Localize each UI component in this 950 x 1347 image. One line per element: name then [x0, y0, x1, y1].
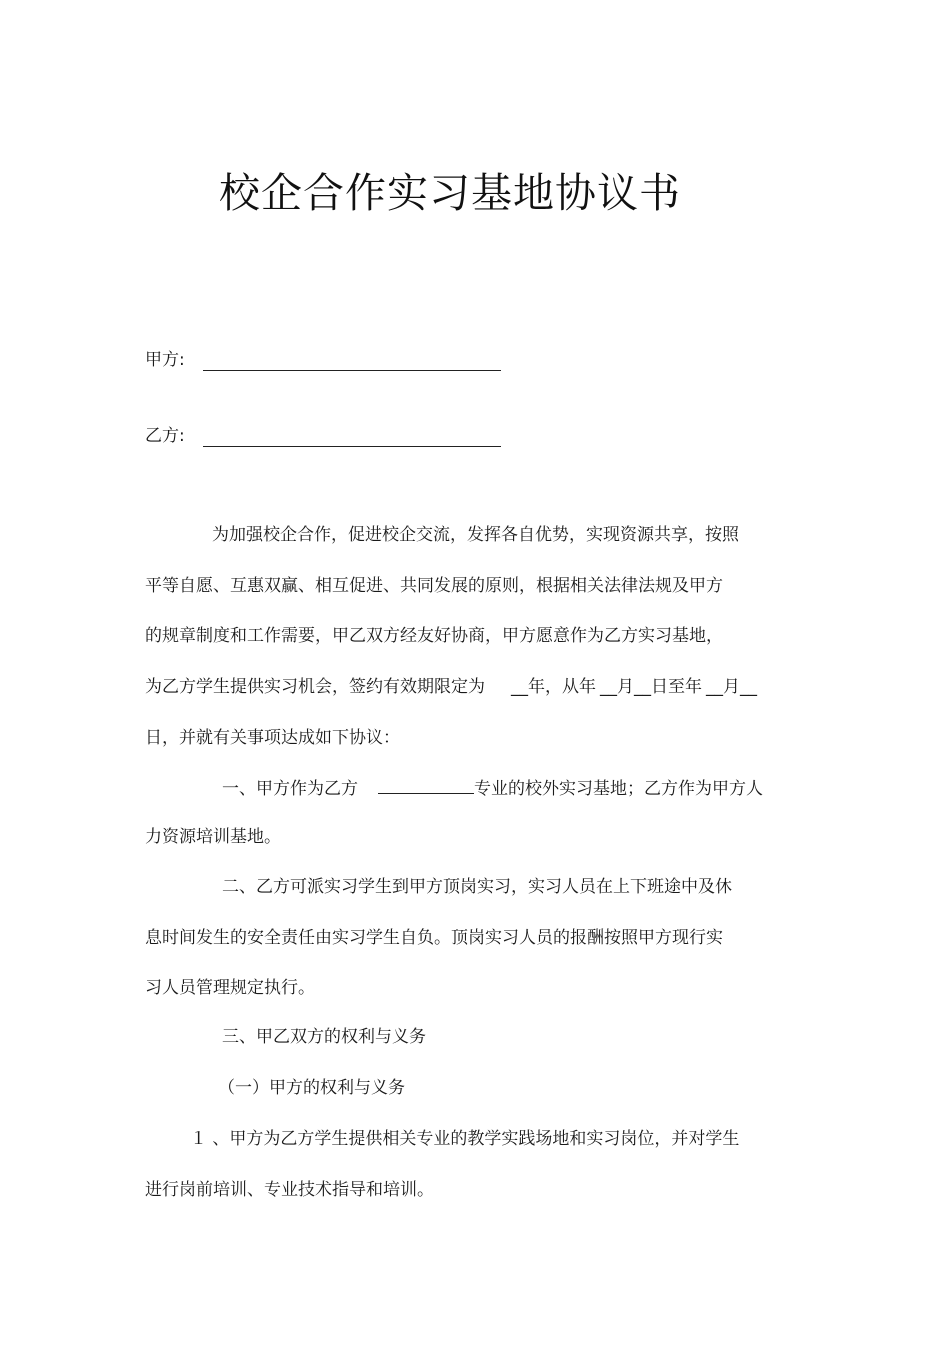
clause1-rest: 专业的校外实习基地；乙方作为甲方人 — [474, 779, 763, 799]
intro-line-4-text: 为乙方学生提供实习机会，签约有效期限定为 — [145, 677, 485, 697]
intro-line-4 — [145, 675, 757, 699]
party-a-blank — [203, 370, 501, 371]
clause3-item1-line-1: １ 、甲方为乙方学生提供相关专业的教学实践场地和实习岗位，并对学生 — [190, 1129, 740, 1149]
intro-line-1: 为加强校企合作，促进校企交流，发挥各自优势，实现资源共享，按照 — [212, 525, 739, 545]
document-title: 校企合作实习基地协议书 — [219, 169, 681, 217]
intro-line-3: 的规章制度和工作需要，甲乙双方经友好协商，甲方愿意作为乙方实习基地， — [145, 626, 723, 646]
clause3-heading: 三、甲乙双方的权利与义务 — [222, 1027, 426, 1047]
intro-date-to: __月__ — [706, 677, 757, 697]
intro-line-5: 日，并就有关事项达成如下协议： — [145, 728, 400, 748]
clause1-line-1 — [222, 775, 763, 801]
intro-line-2: 平等自愿、互惠双赢、相互促进、共同发展的原则，根据相关法律法规及甲方 — [145, 576, 723, 596]
clause2-line-2: 息时间发生的安全责任由实习学生自负。顶岗实习人员的报酬按照甲方现行实 — [145, 928, 723, 948]
clause2-line-3: 习人员管理规定执行。 — [145, 978, 315, 998]
clause1-lead: 一、甲方作为乙方 — [222, 779, 358, 799]
party-a-label: 甲方: — [145, 350, 185, 370]
intro-date-from: __月__日至年 — [600, 677, 702, 697]
clause3-item1-line-2: 进行岗前培训、专业技术指导和培训。 — [145, 1180, 434, 1200]
party-b-label: 乙方: — [145, 426, 185, 446]
clause2-line-1: 二、乙方可派实习学生到甲方顶岗实习，实习人员在上下班途中及休 — [222, 877, 732, 897]
intro-years: __年，从年 — [511, 677, 596, 697]
party-b-row — [145, 424, 185, 448]
major-blank — [378, 775, 474, 794]
clause1-line-2: 力资源培训基地。 — [145, 827, 281, 847]
clause3-subheading: （一）甲方的权利与义务 — [218, 1078, 405, 1098]
party-a-row — [145, 348, 185, 372]
party-b-blank — [203, 446, 501, 447]
